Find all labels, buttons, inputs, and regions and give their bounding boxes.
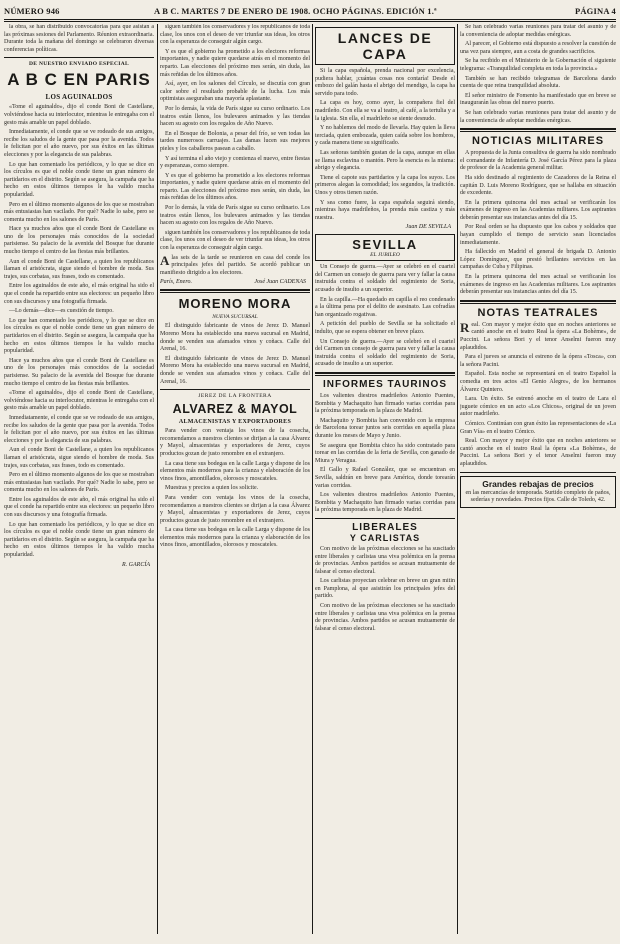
article-paragraph: Pero en el último momento algunos de los que se mostraban más entusiastas han vacilado. Por qué? Nadie lo sabe, pero se comenta mucho en los salones de París. [4, 201, 154, 223]
page-header [4, 4, 616, 18]
article-paragraph: Así, ayer, en los salones del Círculo, se discutía con gran calor sobre el resultado probable de la lucha. Los más optimistas aseguraban una mayoría aplastante. [160, 81, 310, 103]
article-paragraph: Ha sido destinado al regimiento de Cazadores de la Reina el capitán D. Luis Moreno Rodríguez, que se hallaba en situación de excedente. [460, 174, 616, 197]
author-name: José Juan CADENAS [254, 279, 306, 286]
article-paragraph: siguen también los conservadores y los republicanos de toda clase, los unos con el deseo de ver triunfar sus ideas, los otros con la esperanza de conseguir algún cargo. [160, 24, 310, 46]
column-divider [457, 24, 458, 934]
article-paragraph: Para el jueves se anuncia el estreno de la ópera «Tosca», con la señora Pacini. [460, 354, 616, 368]
dateline: París, Enero. [160, 279, 192, 286]
article-paragraph: Se ha recibido en el Ministerio de la Gobernación el siguiente telegrama: «Tranquilidad completa en toda la provincia.» [460, 58, 616, 72]
article-paragraph: Aun el conde Boni de Castellane, a quien los republicanos llaman el aristócrata, sigue siendo el hombre de moda. Sus trajes, sus corbatas, sus frases, todo es comentado. [4, 258, 154, 280]
column-1 [4, 24, 154, 936]
separator [460, 300, 616, 304]
section-subtitle: EL JUBILEO [370, 252, 400, 259]
column-2 [160, 24, 310, 936]
article-paragraph: Inmediatamente, el conde que se ve rodeado de sus amigos, recibe los saludos de la gente que pasa por la avenida. Todos le felicitan por el año nuevo, por sus éxitos en las últimas elecciones y por la elegancia de sus palabras. [4, 414, 154, 444]
column-divider [157, 24, 158, 934]
article-paragraph: Un Consejo de guerra.—Ayer se celebró en el cuartel del Carmen un consejo de guerra para ver y fallar la causa instruida contra el soldado del regimiento de Soria, acusado de insulto a un superior. [315, 338, 455, 368]
separator [4, 57, 154, 58]
article-paragraph: Lo que han comentado los periódicos, y lo que se dice en los círculos es que el noble conde tiene un gran número de partidarios en el distrito. Según se asegura, la campaña que ha hecho en estos últimos tiempos le ha valido mucha popularidad. [4, 317, 154, 355]
ad-text: Para vender con ventaja los vinos de la cosecha, recomendamos a nuestros clientes se dirijan a la casa Álvarez y Mayol, almacenistas y exportadores de Jerez, cuyos productos gozan de justo renombre en el extranjero. [160, 494, 310, 524]
article-paragraph: Con motivo de las próximas elecciones se ha suscitado entre liberales y carlistas una viva polémica en la prensa de provincias. Ambos partidos se acusan mutuamente de falsear el censo electoral. [315, 545, 455, 575]
separator [160, 389, 310, 390]
article-paragraph: Y es que el gobierno ha prometido a los electores reformas importantes, y nadie quiere quedarse atrás en el momento del reparto. Las elecciones del próximo mes serán, sin duda, las más reñidas de los últimos años. [160, 172, 310, 202]
separator [460, 128, 616, 132]
article-paragraph: El Gallo y Rafael González, que se encuentran en Sevilla, saldrán en breve para América, donde torearán varias corridas. [315, 467, 455, 489]
ad-text: Para vender con ventaja los vinos de la cosecha, recomendamos a nuestros clientes se dirijan a la casa Álvarez y Mayol, almacenistas y exportadores de Jerez, cuyos productos gozan de justo renombre en el extranjero. [160, 428, 310, 457]
article-paragraph: Si la capa española, prenda nacional por excelencia, pudiera hablar, ¡cuántas cosas nos contaría! Desde el embozo del galán hasta el abrigo del mendigo, la capa ha servido para todo. [315, 68, 455, 97]
article-signature: R. GARCÍA [122, 561, 150, 568]
header-rule-2 [4, 21, 616, 22]
article-paragraph: La capa es hoy, como ayer, la compañera fiel del madrileño. Con ella se va al teatro, al café, a la tertulia y a la iglesia. Sin ella, el madrileño se siente desnudo. [315, 100, 455, 122]
section-title: LANCES DE CAPA [337, 30, 433, 62]
article-paragraph: Se asegura que Bombita chico ha sido contratado para torear en las corridas de la feria de Sevilla, con ganado de Miura y Veragua. [315, 442, 455, 464]
ad-text: Muestras y precios a quien los solicite. [165, 485, 259, 492]
separator [160, 289, 310, 293]
article-paragraph: También se han recibido telegramas de Barcelona dando cuenta de que reina tranquilidad absoluta. [460, 75, 616, 90]
article-paragraph: Lara. Un éxito. Se estrenó anoche en el teatro de Lara el juguete cómico en un acto «Los Chicos», original de un joven autor madrileño. [460, 396, 616, 418]
ad-text: El distinguido fabricante de vinos de Jerez D. Manuel Moreno Mora ha establecido una nueva sucursal en Madrid, donde se venden sus afamados vinos y coñacs. Calle del Arenal, 16. [160, 323, 310, 353]
section-title-line-2: Y CARLISTAS [349, 532, 421, 543]
article-paragraph: Tiene el capote sus partidarios y la capa los suyos. Los primeros alegan la comodidad; los segundos, la tradición. Unos y otros tienen razón. [315, 174, 455, 196]
article-text: la obra, se han distribuido convocatorias para que asistan a las próximas sesiones del Parlamento. Réunion extraordinaria. Durante toda la mañana del domingo se celebraron diversas conferencias políticas. [4, 24, 154, 53]
column-divider [312, 24, 313, 934]
masthead-line: A B C. MARTES 7 DE ENERO DE 1908. OCHO PÁGINAS. EDICIÓN 1.ª [154, 6, 437, 16]
article-paragraph: Los carlistas proyectan celebrar en breve un gran mitin en Pamplona, al que asistirán los principales jefes del partido. [315, 578, 455, 600]
separator [315, 518, 455, 519]
article-subhead: LOS AGUINALDOS [45, 93, 113, 102]
article-paragraph: siguen también los conservadores y los republicanos de toda clase, los unos con el deseo de ver triunfar sus ideas, los otros con la esperanza de conseguir algún cargo. [160, 229, 310, 252]
article-paragraph: Real. Con mayor y mejor éxito que en noches anteriores se cantó anoche en el teatro Real la ópera «La Bohème», de Puccini. La señora Bori y el tenor Anselmi fueron muy aplaudidos. [460, 319, 616, 351]
advertisement-box [460, 476, 616, 508]
section-title: LIBERALES [352, 521, 418, 533]
article-paragraph: Español. Esta noche se representará en el teatro Español la comedia en tres actos «El Genio Alegre», de los hermanos Álvarez Quintero. [460, 371, 616, 393]
article-paragraph: Y no hablemos del modo de llevarla. Hay quien la lleva terciada, quien embozada, quien caída sobre los hombros, y cada manera tiene su significado. [315, 125, 455, 147]
section-kicker: DE NUESTRO ENVIADO ESPECIAL [29, 61, 129, 68]
ad-text: La casa tiene sus bodegas en la calle Larga y dispone de los elementos más modernos para la crianza y elaboración de los vinos finos, amontillados, olorosos y moscateles. [160, 527, 310, 549]
article-paragraph: Las señoras también gustan de la capa, aunque en ellas se llama esclavina o mantón. Pero la esencia es la misma: abrigo y elegancia. [315, 149, 455, 172]
article-paragraph: En la capilla.—Ha quedado en capilla el reo condenado a la última pena por el delito de asesinato. Las cofradías han organizado rogativas. [315, 296, 455, 318]
article-paragraph: Por lo demás, la vida de París sigue su curso ordinario. Los teatros están llenos, los bulevares animados y las tiendas hacen su agosto con los regalos de Año Nuevo. [160, 205, 310, 227]
article-paragraph: Los valientes diestros madrileños Antonio Fuentes, Bombita y Machaquito han firmado varias corridas para la próxima temporada en la plaza de Madrid. [315, 393, 455, 415]
article-signature: Juan DE SEVILLA [405, 224, 451, 231]
article-paragraph: Y es que el gobierno ha prometido a los electores reformas importantes, y nadie quiere quedarse atrás en el momento del reparto. Las elecciones del próximo mes serán, sin duda, las más reñidas de los últimos años. [160, 48, 310, 78]
ad-title: MORENO MORA [178, 296, 292, 312]
article-paragraph: Con motivo de las próximas elecciones se ha suscitado entre liberales y carlistas una viva polémica en la prensa de provincias. Ambos partidos se acusan mutuamente de falsear el censo electoral. [315, 603, 455, 632]
ad-title: ALVAREZ & MAYOL [172, 402, 298, 417]
article-paragraph: Aun el conde Boni de Castellane, a quien los republicanos llaman el aristócrata, sigue siendo el hombre de moda. Sus trajes, sus corbatas, sus frases, todo es comentado. [4, 447, 154, 469]
article-paragraph: Lo que han comentado los periódicos, y lo que se dice en los círculos es que el noble conde tiene un gran número de partidarios en el distrito. Según se asegura, la campaña que ha hecho en estos últimos tiempos le ha valido mucha popularidad. [4, 521, 154, 559]
column-3 [315, 24, 455, 936]
section-title: SEVILLA [352, 237, 418, 253]
article-paragraph: Se han celebrado varias reuniones para tratar del asunto y de la conveniencia de adoptar medidas enérgicas. [460, 24, 616, 38]
article-paragraph: Cómico. Continúan con gran éxito las representaciones de «La Gran Vía» en el teatro Cómico. [460, 420, 616, 435]
header-rule [4, 19, 616, 20]
ad-subtitle: ALMACENISTAS Y EXPORTADORES [178, 419, 292, 426]
section-title-box [315, 27, 455, 65]
article-paragraph: Pero en el último momento algunos de los que se mostraban más entusiastas han vacilado. Por qué? Nadie lo sabe, pero se comenta mucho en los salones de París. [4, 472, 154, 494]
article-paragraph: Ha fallecido en Madrid el general de brigada D. Antonio López Domínguez, que prestó brillantes servicios en las campañas de Cuba y Filipinas. [460, 249, 616, 271]
article-paragraph: Entre los aguinaldos de este año, el más original ha sido el que el conde ha repartido entre sus electores: un pequeño libro con sus discursos y una fotografía firmada. [4, 496, 154, 519]
article-paragraph: Y así termina el año viejo y comienza el nuevo, entre fiestas y esperanzas, como siempre. [160, 155, 310, 170]
section-title-box [315, 234, 455, 261]
article-signature [160, 279, 306, 285]
article-paragraph: Al parecer, el Gobierno está dispuesto a resolver la cuestión de una vez para siempre, aun a costa de grandes sacrificios. [460, 41, 616, 55]
article-paragraph: Real. Con mayor y mejor éxito que en noches anteriores se cantó anoche en el teatro Real la ópera «La Bohème», de Puccini. La señora Bori y el tenor Anselmi fueron muy aplaudidos. [460, 438, 616, 467]
article-paragraph: Y sea como fuere, la capa española seguirá siendo, mientras haya madrileños, la prenda más castiza y más nuestra. [315, 199, 455, 221]
article-paragraph: En la primera quincena del mes actual se verificarán los exámenes de ingreso en las Academias militares. Los aspirantes deberán presentar sus instancias antes del día 15. [460, 199, 616, 221]
article-paragraph: A petición del pueblo de Sevilla se ha solicitado el indulto, que se espera obtener en breve plazo. [315, 321, 455, 336]
article-paragraph: Los valientes diestros madrileños Antonio Fuentes, Bombita y Machaquito han firmado varias corridas para la próxima temporada en la plaza de Madrid. [315, 492, 455, 514]
article-paragraph: Lo que han comentado los periódicos, y lo que se dice en los círculos es que el noble conde tiene un gran número de partidarios en el distrito. Según se asegura, la campaña que ha hecho en estos últimos tiempos le ha valido mucha popularidad. [4, 161, 154, 198]
ad-text: en las mercancías de temporada. Surtido completo de paños, sederías y novedades. Precios fijos. Calle de Toledo, 42. [465, 489, 611, 504]
article-paragraph: El señor ministro de Fomento ha manifestado que en breve se inaugurarán las obras del nuevo puerto. [460, 92, 616, 107]
article-quote: Alas seis de la tarde se reunieron en casa del conde los principales jefes del partido. Se acordó publicar un manifiesto dirigido a los electores. [160, 252, 310, 276]
article-paragraph: En la primera quincena del mes actual se verificarán los exámenes de ingreso en las Academias militares. Los aspirantes deberán presentar sus instancias antes del día 15. [460, 274, 616, 296]
article-paragraph: Un Consejo de guerra.—Ayer se celebró en el cuartel del Carmen un consejo de guerra para ver y fallar la causa instruida contra el soldado del regimiento de Soria, acusado de insulto a un superior. [315, 264, 455, 294]
page-number: PÁGINA 4 [574, 6, 616, 16]
section-title: NOTICIAS MILITARES [471, 135, 605, 148]
article-paragraph: Por lo demás, la vida de París sigue su curso ordinario. Los teatros están llenos, los bulevares animados y las tiendas hacen su agosto con los regalos de Año Nuevo. [160, 105, 310, 128]
article-paragraph: Inmediatamente, el conde que se ve rodeado de sus amigos, recibe los saludos de la gente que pasa por la avenida. Todos le felicitan por el año nuevo, por sus éxitos en las últimas elecciones y por la elegancia de sus palabras. [4, 129, 154, 158]
article-paragraph: «Tome el aguinaldo», dijo el conde Boni de Castellane, volviéndose hacia su interlocutor, mientras le entregaba con el gesto más amable un papel doblado. [4, 390, 154, 412]
article-paragraph: —Lo demás—dice—es cuestión de tiempo. [9, 308, 114, 315]
ad-text: La casa tiene sus bodegas en la calle Larga y dispone de los elementos más modernos para la crianza y elaboración de los vinos finos, amontillados, olorosos y moscateles. [160, 460, 310, 482]
article-paragraph: A propuesta de la Junta consultiva de guerra ha sido nombrado el comandante de Infantería D. José García Pérez para la plaza de profesor de la Academia general militar. [460, 150, 616, 172]
issue-number: NÚMERO 946 [4, 6, 60, 16]
ad-text: El distinguido fabricante de vinos de Jerez D. Manuel Moreno Mora ha establecido una nueva sucursal en Madrid, donde se venden sus afamados vinos y coñacs. Calle del Arenal, 16. [160, 355, 310, 385]
article-paragraph: Hace ya muchos años que el conde Boni de Castellane es uno de los personajes más conocidos de la sociedad parisiense. Su palacio de la avenida del Bosque fue durante mucho tiempo el centro de las fiestas más brillantes. [4, 226, 154, 256]
separator [315, 372, 455, 376]
section-title: NOTAS TEATRALES [477, 306, 599, 319]
article-paragraph: Entre los aguinaldos de este año, el más original ha sido el que el conde ha repartido entre sus electores: un pequeño libro con sus discursos y una fotografía firmada. [4, 283, 154, 305]
article-paragraph: Se han celebrado varias reuniones para tratar del asunto y de la conveniencia de adoptar medidas enérgicas. [460, 109, 616, 124]
article-paragraph: En el Bosque de Bolonia, a pesar del frío, se ven todas las tardes numerosos carruajes. Las damas lucen sus mejores pieles y los caballeros pasean a caballo. [160, 130, 310, 152]
ad-title: Grandes rebajas de precios [482, 478, 594, 489]
article-paragraph: Por Real orden se ha dispuesto que los cabos y soldados que hayan cumplido el tiempo de servicio sean licenciados inmediatamente. [460, 224, 616, 246]
article-paragraph: Machaquito y Bombita han convenido con la empresa de Barcelona torear juntos seis corridas en aquella plaza durante los meses de Mayo y Junio. [315, 417, 455, 439]
section-title: INFORMES TAURINOS [322, 379, 448, 390]
separator [460, 472, 616, 473]
article-paragraph: «Tome el aguinaldo», dijo el conde Boni de Castellane, volviéndose hacia su interlocutor, mientras le entregaba con el gesto más amable un papel doblado. [4, 104, 154, 126]
column-4 [460, 24, 616, 936]
article-paragraph: Hace ya muchos años que el conde Boni de Castellane es uno de los personajes más conocidos de la sociedad parisiense. Su palacio de la avenida del Bosque fue durante mucho tiempo el centro de las fiestas más brillantes. [4, 357, 154, 387]
article-headline: A B C EN PARIS [7, 70, 151, 90]
ad-location: JEREZ DE LA FRONTERA [198, 393, 272, 400]
ad-subtitle: NUEVA SUCURSAL [212, 314, 258, 321]
